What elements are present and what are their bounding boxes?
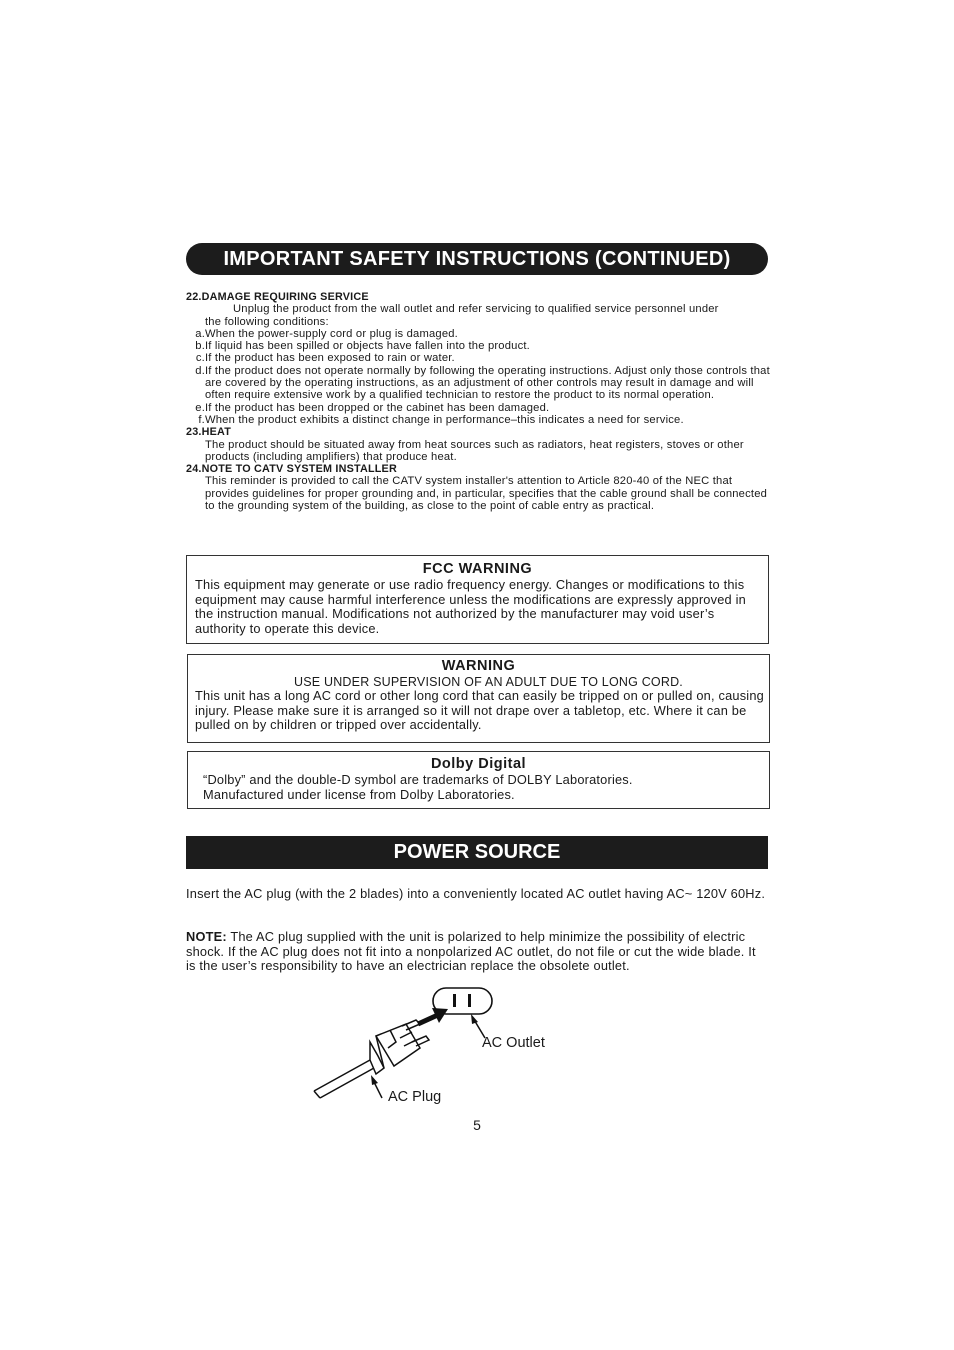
warning-title: WARNING (441, 658, 516, 674)
section-23-text: The product should be situated away from heat sources such as radiators, heat registers, stoves or other products (including amplifiers) that produce heat. (205, 438, 744, 463)
power-paragraph: Insert the AC plug (with the 2 blades) into a conveniently located AC outlet having AC~ 120V 60Hz. (186, 886, 766, 901)
dolby-line-1: “Dolby” and the double-D symbol are trademarks of DOLBY Laboratories. (203, 772, 633, 787)
list-item: e. If the product has been dropped or the cabinet has been damaged. (195, 401, 550, 414)
note-label: NOTE: (186, 929, 227, 944)
dolby-line-2: Manufactured under license from Dolby Laboratories. (203, 786, 515, 802)
section-22-intro: Unplug the product from the wall outlet and refer servicing to qualified service personnel under the following conditions: (205, 303, 719, 328)
list-item: d. If the product does not operate normally by following the operating instructions. Adjust only those controls that are covered by the operating instructions, as an adjustment of other controls may result in damage and will often require extensive work by a qualified technician to restore the product to its normal operation. (195, 364, 770, 402)
warning-subtitle: USE UNDER SUPERVISION OF AN ADULT DUE TO LONG CORD. (294, 675, 683, 689)
list-item: b. If liquid has been spilled or objects have fallen into the product. (195, 340, 530, 353)
note-text: The AC plug supplied with the unit is polarized to help minimize the possibility of electric shock. If the AC plug does not fit into a nonpolarized AC outlet, do not file or cut the wide blade. It is the user’s responsibility to have an electrician replace the obsolete outlet. (186, 929, 756, 974)
ac-outlet-label: AC Outlet (482, 1035, 545, 1051)
section-23-heading: 23.HEAT (186, 426, 231, 439)
fcc-warning-box (186, 555, 769, 644)
list-item: c. If the product has been exposed to rain or water. (195, 352, 455, 365)
fcc-warning-title: FCC WARNING (422, 561, 533, 577)
ac-plug-icon (314, 1020, 429, 1098)
section-24-text: This reminder is provided to call the CATV system installer's attention to Article 820-40 of the NEC that provides guidelines for proper grounding and, in particular, specifies that the cable ground shall be connected to the grounding system of the building, as close to the point of cable entry as practical. (205, 475, 768, 513)
section-24-heading: 24.NOTE TO CATV SYSTEM INSTALLER (186, 463, 397, 476)
list-item: f. When the product exhibits a distinct change in performance–this indicates a need for service. (198, 413, 684, 426)
plug-pointer-arrow-icon (371, 1075, 382, 1098)
insert-arrow-icon (418, 1008, 448, 1024)
warning-box (187, 654, 770, 743)
fcc-warning-text: This equipment may generate or use radio frequency energy. Changes or modifications to this equipment may cause harmful interference unless the modifications are expressly approved in the instruction manual. Modifications not authorized by the manufacturer may void user’s authority to operate this device. (195, 577, 746, 636)
safety-list (186, 291, 776, 512)
dolby-title: Dolby Digital (430, 756, 527, 772)
power-source-banner: POWER SOURCE (186, 836, 768, 869)
warning-text: This unit has a long AC cord or other long cord that can easily be tripped on or pulled on, causing injury. Please make sure it is arranged so it will not drape over a tabletop, etc. Where it can be pulled on by children or tripped over accidentally. (195, 688, 764, 732)
page-number: 5 (473, 1117, 481, 1133)
list-item: a. When the power-supply cord or plug is damaged. (195, 327, 458, 340)
dolby-box (187, 751, 770, 809)
safety-instructions-banner: IMPORTANT SAFETY INSTRUCTIONS (CONTINUED) (186, 243, 768, 275)
power-note (186, 930, 768, 974)
ac-plug-label: AC Plug (388, 1089, 442, 1105)
section-22-heading: 22.DAMAGE REQUIRING SERVICE (186, 291, 369, 303)
